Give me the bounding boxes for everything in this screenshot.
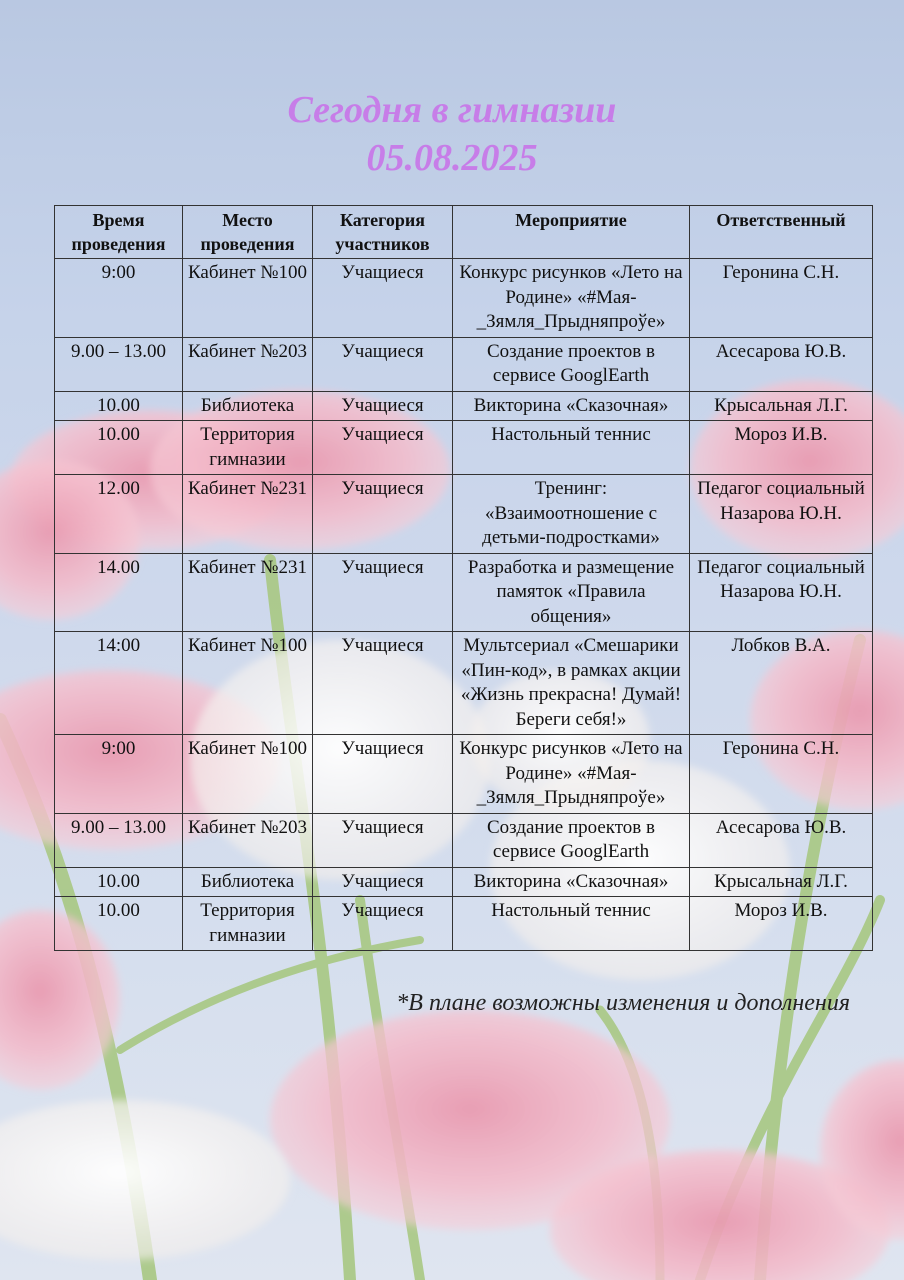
cell-place: Кабинет №231 — [183, 553, 313, 632]
cell-responsible: Асесарова Ю.В. — [690, 337, 873, 391]
cell-time: 9.00 – 13.00 — [55, 813, 183, 867]
cell-category: Учащиеся — [313, 421, 453, 475]
cell-event: Викторина «Сказочная» — [453, 391, 690, 421]
table-row — [55, 897, 873, 951]
cell-place: Кабинет №203 — [183, 337, 313, 391]
table-row — [55, 813, 873, 867]
column-header-responsible: Ответственный — [690, 206, 873, 259]
cell-time: 10.00 — [55, 391, 183, 421]
cell-responsible: Крысальная Л.Г. — [690, 391, 873, 421]
cell-event: Создание проектов в сервисе GooglEarth — [453, 337, 690, 391]
cell-event: Мультсериал «Смешарики «Пин-код», в рамках акции «Жизнь прекрасна! Думай! Береги себя!» — [453, 632, 690, 735]
schedule-table — [54, 205, 873, 951]
cell-event: Настольный теннис — [453, 897, 690, 951]
cell-category: Учащиеся — [313, 391, 453, 421]
cell-time: 9:00 — [55, 259, 183, 338]
cell-category: Учащиеся — [313, 735, 453, 814]
table-row — [55, 735, 873, 814]
table-row — [55, 337, 873, 391]
cell-place: Кабинет №100 — [183, 735, 313, 814]
page-date: 05.08.2025 — [366, 137, 538, 179]
cell-category: Учащиеся — [313, 632, 453, 735]
cell-responsible: Педагог социальный Назарова Ю.Н. — [690, 553, 873, 632]
cell-place: Кабинет №100 — [183, 259, 313, 338]
footnote: *В плане возможны изменения и дополнения — [396, 990, 850, 1016]
cell-event: Создание проектов в сервисе GooglEarth — [453, 813, 690, 867]
cell-responsible: Геронина С.Н. — [690, 259, 873, 338]
cell-category: Учащиеся — [313, 337, 453, 391]
cell-event: Настольный теннис — [453, 421, 690, 475]
cell-time: 9.00 – 13.00 — [55, 337, 183, 391]
cell-responsible: Лобков В.А. — [690, 632, 873, 735]
cell-time: 10.00 — [55, 897, 183, 951]
cell-place: Кабинет №231 — [183, 475, 313, 554]
cell-event: Тренинг: «Взаимоотношение с детьми-подростками» — [453, 475, 690, 554]
column-header-time: Время проведения — [55, 206, 183, 259]
cell-category: Учащиеся — [313, 813, 453, 867]
cell-place: Территория гимназии — [183, 897, 313, 951]
cell-event: Конкурс рисунков «Лето на Родине» «#Мая-_Зямля_Прыдняпроўе» — [453, 735, 690, 814]
cell-category: Учащиеся — [313, 897, 453, 951]
page-title: Сегодня в гимназии — [287, 89, 617, 131]
cell-category: Учащиеся — [313, 553, 453, 632]
cell-time: 9:00 — [55, 735, 183, 814]
cell-category: Учащиеся — [313, 259, 453, 338]
table-row — [55, 259, 873, 338]
cell-place: Библиотека — [183, 867, 313, 897]
table-row — [55, 632, 873, 735]
table-row — [55, 391, 873, 421]
cell-time: 12.00 — [55, 475, 183, 554]
cell-responsible: Педагог социальный Назарова Ю.Н. — [690, 475, 873, 554]
table-row — [55, 867, 873, 897]
cell-responsible: Асесарова Ю.В. — [690, 813, 873, 867]
table-row — [55, 475, 873, 554]
cell-time: 14:00 — [55, 632, 183, 735]
column-header-category: Категория участников — [313, 206, 453, 259]
column-header-place: Место проведения — [183, 206, 313, 259]
cell-category: Учащиеся — [313, 475, 453, 554]
cell-event: Викторина «Сказочная» — [453, 867, 690, 897]
table-row — [55, 553, 873, 632]
cell-event: Конкурс рисунков «Лето на Родине» «#Мая-_Зямля_Прыдняпроўе» — [453, 259, 690, 338]
cell-place: Библиотека — [183, 391, 313, 421]
table-header-row — [55, 206, 873, 259]
cell-responsible: Крысальная Л.Г. — [690, 867, 873, 897]
cell-category: Учащиеся — [313, 867, 453, 897]
cell-place: Кабинет №100 — [183, 632, 313, 735]
cell-responsible: Геронина С.Н. — [690, 735, 873, 814]
column-header-event: Мероприятие — [453, 206, 690, 259]
cell-responsible: Мороз И.В. — [690, 897, 873, 951]
cell-responsible: Мороз И.В. — [690, 421, 873, 475]
cell-place: Кабинет №203 — [183, 813, 313, 867]
cell-event: Разработка и размещение памяток «Правила общения» — [453, 553, 690, 632]
cell-time: 14.00 — [55, 553, 183, 632]
cell-place: Территория гимназии — [183, 421, 313, 475]
table-row — [55, 421, 873, 475]
cell-time: 10.00 — [55, 421, 183, 475]
cell-time: 10.00 — [55, 867, 183, 897]
